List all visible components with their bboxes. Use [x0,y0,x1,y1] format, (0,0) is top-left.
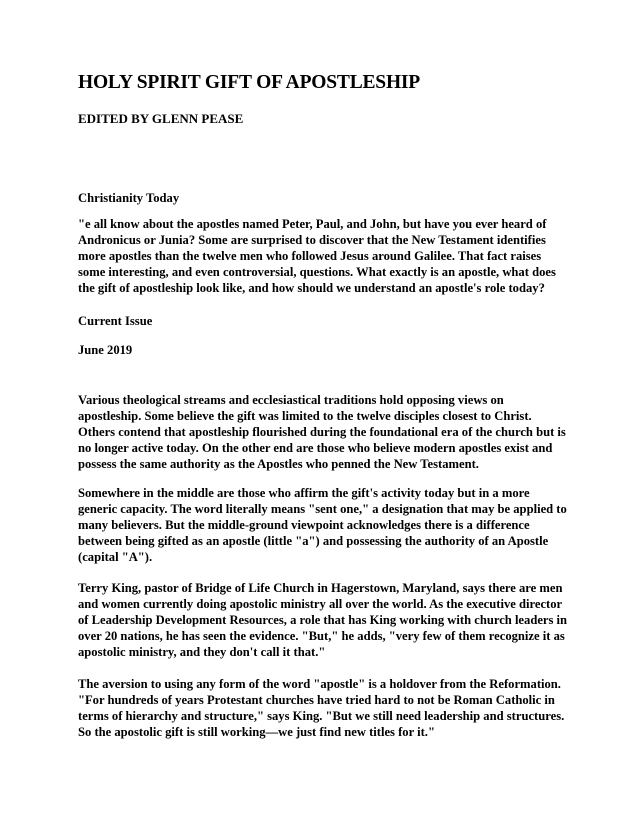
paragraph-line: terms of hierarchy and structure," says King. "But we still need leadership and structures. [78,709,565,723]
paragraph-line: generic capacity. The word literally means "sent one," a designation that may be applied to [78,502,567,516]
paragraph-aversion [78,676,570,740]
paragraph-line: So the apostolic gift is still working—we just find new titles for it." [78,725,435,739]
intro-line: Andronicus or Junia? Some are surprised to discover that the New Testament identifies [78,233,546,247]
paragraph-line: of Leadership Development Resources, a role that has King working with church leaders in [78,613,568,627]
intro-line: more apostles than the twelve men who followed Jesus around Galilee. That fact raises [78,249,542,263]
paragraph-middle-ground [78,485,570,565]
paragraph-line: "For hundreds of years Protestant churches have tried hard to not be Roman Catholic in [78,693,555,707]
paragraph-line: apostolic ministry, and they don't call it that." [78,645,326,659]
paragraph-line: between being gifted as an apostle (little "a") and possessing the authority of an Apostle [78,534,549,548]
intro-paragraph [78,216,570,296]
intro-line: the gift of apostleship look like, and how should we understand an apostle's role today? [78,281,545,295]
paragraph-line: possess the same authority as the Apostles who penned the New Testament. [78,457,479,471]
intro-line: some interesting, and even controversial, questions. What exactly is an apostle, what does [78,265,556,279]
paragraph-line: and women currently doing apostolic ministry all over the world. As the executive director [78,597,563,611]
paragraph-theological-views [78,392,570,472]
paragraph-line: no longer active today. On the other end are those who believe modern apostles exist and [78,441,553,455]
intro-line: "e all know about the apostles named Peter, Paul, and John, but have you ever heard of [78,217,547,231]
paragraph-line: (capital "A"). [78,550,153,564]
paragraph-line: many believers. But the middle-ground viewpoint acknowledges there is a difference [78,518,530,532]
paragraph-terry-king [78,580,570,660]
paragraph-line: Others contend that apostleship flourished during the foundational era of the church but is [78,425,566,439]
issue-date: June 2019 [78,343,133,357]
paragraph-line: Somewhere in the middle are those who affirm the gift's activity today but in a more [78,486,530,500]
current-issue-label: Current Issue [78,314,153,328]
source-label: Christianity Today [78,191,180,205]
paragraph-line: Terry King, pastor of Bridge of Life Church in Hagerstown, Maryland, says there are men [78,581,563,595]
editor-byline: EDITED BY GLENN PEASE [78,111,244,126]
paragraph-line: apostleship. Some believe the gift was limited to the twelve disciples closest to Christ. [78,409,532,423]
paragraph-line: The aversion to using any form of the word "apostle" is a holdover from the Reformation. [78,677,561,691]
document-title: HOLY SPIRIT GIFT OF APOSTLESHIP [78,72,421,93]
paragraph-line: over 20 nations, he has seen the evidence. "But," he adds, "very few of them recognize it as [78,629,565,643]
paragraph-line: Various theological streams and ecclesiastical traditions hold opposing views on [78,393,504,407]
